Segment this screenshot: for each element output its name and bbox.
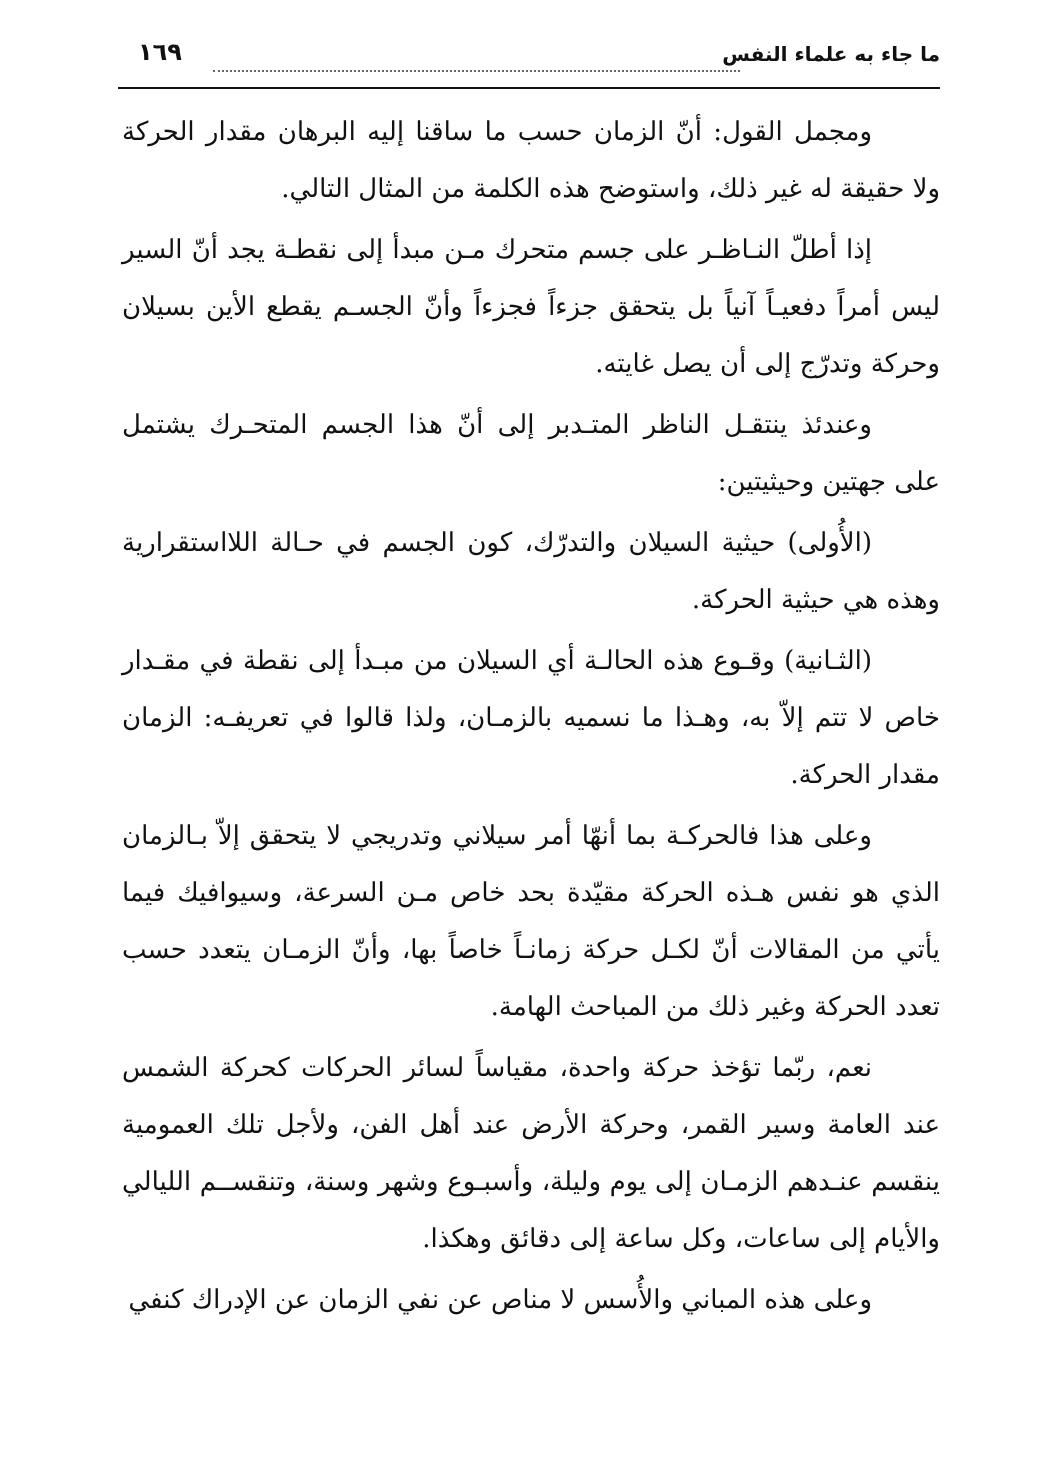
body-text — [122, 104, 940, 1333]
leader-dots — [213, 70, 740, 72]
paragraph: وعندئذ ينتقـل الناظر المتـدبر إلى أنّ هذا الجسم المتحـرك يشتمل على جهتين وحيثيتين: — [122, 410, 940, 497]
header-rule — [118, 87, 940, 89]
page-number: ١٦٩ — [138, 38, 182, 66]
paragraph: وعلى هذا فالحركـة بما أنهّا أمر سيلاني وتدريجي لا يتحقق إلاّ بـالزمان الذي هو نفس هـذه الحركة مقيّدة بحد خاص مـن السرعة، وسيوافيك فيما يأتي من المقالات أنّ لكـل حركة زمانـاً خاصاً بها، وأنّ الزمـان يتعدد حسب تعدد الحركة وغير ذلك من المباحث الهامة. — [122, 821, 940, 1022]
paragraph: (الأُولى) حيثية السيلان والتدرّك، كون الجسم في حـالة اللااستقرارية وهذه هي حيثية الحركة. — [122, 528, 940, 615]
running-title: ما جاء به علماء النفس — [722, 42, 940, 66]
page-header — [118, 30, 940, 90]
paragraph: نعم، ربّما تؤخذ حركة واحدة، مقياساً لسائر الحركات كحركة الشمس عند العامة وسير القمر، وحركة الأرض عند أهل الفن، ولأجل تلك العمومية ينقسم عنـدهم الزمـان إلى يوم وليلة، وأسبـوع وشهر وسنة، وتنقســم الليالي والأيام إلى ساعات، وكل ساعة إلى دقائق وهكذا. — [122, 1053, 940, 1254]
paragraph: ومجمل القول: أنّ الزمان حسب ما ساقنا إليه البرهان مقدار الحركة ولا حقيقة له غير ذلك، واستوضح هذه الكلمة من المثال التالي. — [122, 117, 940, 204]
paragraph: (الثـانية) وقـوع هذه الحالـة أي السيلان من مبـدأ إلى نقطة في مقـدار خاص لا تتم إلاّ به، وهـذا ما نسميه بالزمـان، ولذا قالوا في تعريفـه: الزمان مقدار الحركة. — [122, 646, 940, 790]
paragraph: وعلى هذه المباني والأُسس لا مناص عن نفي الزمان عن الإدراك كنفي — [128, 1285, 872, 1315]
paragraph: إذا أطلّ النـاظـر على جسم متحرك مـن مبدأ إلى نقطـة يجد أنّ السير ليس أمراً دفعيـاً آنياً بل يتحقق جزءاً فجزءاً وأنّ الجسـم يقطع الأين بسيلان وحركة وتدرّج إلى أن يصل غايته. — [122, 235, 940, 379]
